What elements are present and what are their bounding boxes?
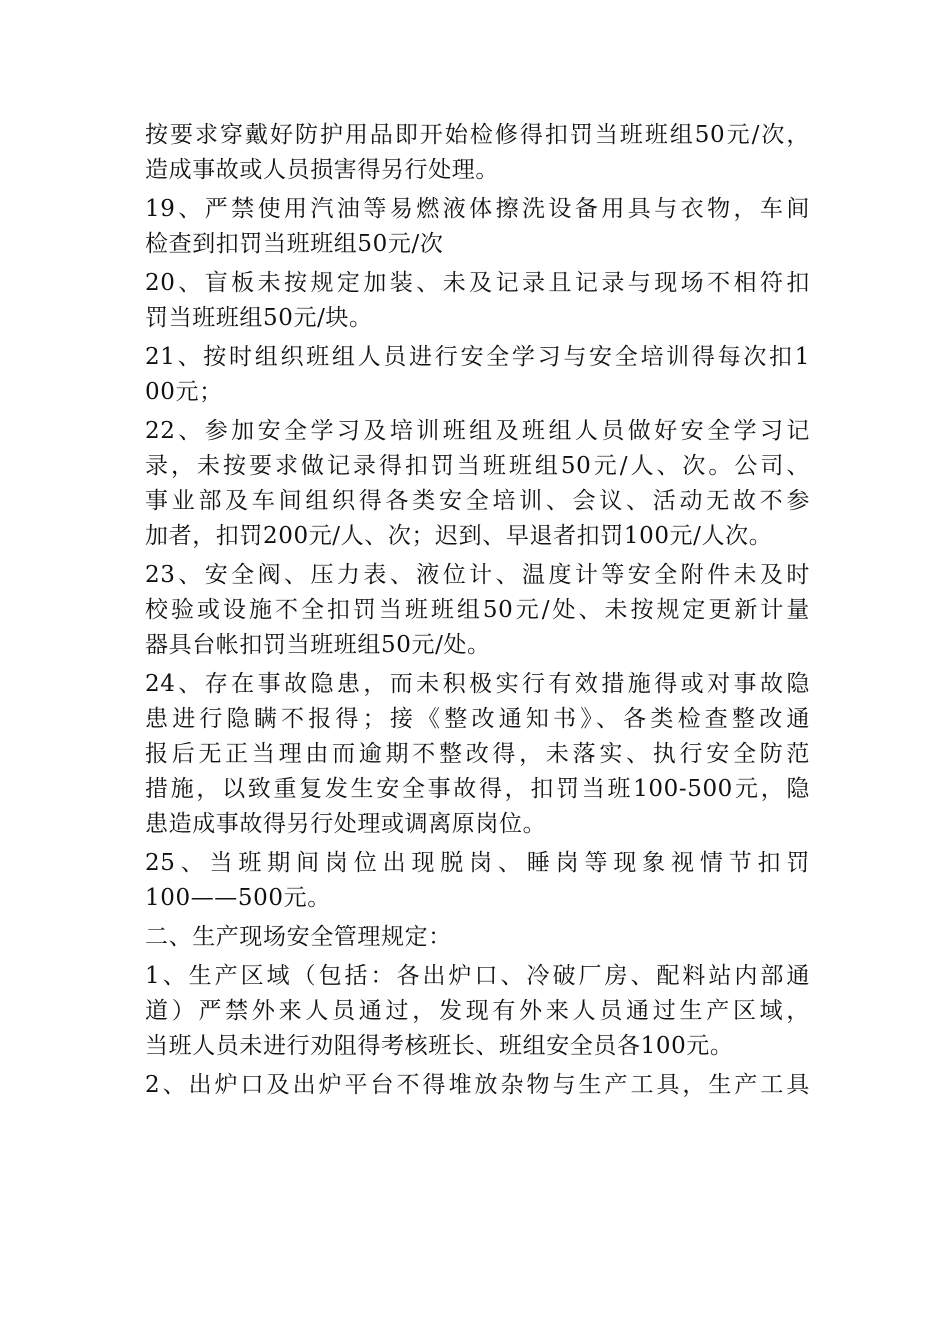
section-heading	[145, 920, 810, 955]
text-line: 患进行隐瞒不报得；接《整改通知书》、各类检查整改通	[145, 706, 810, 732]
text-line: 措施，以致重复发生安全事故得，扣罚当班100-500元，隐	[145, 776, 810, 802]
text-line: 23、安全阀、压力表、液位计、温度计等安全附件未及时	[145, 562, 810, 588]
text-line: 22、参加安全学习及培训班组及班组人员做好安全学习记	[145, 418, 810, 444]
text-line: 罚当班班组50元/块。	[145, 305, 373, 331]
text-line: 道）严禁外来人员通过，发现有外来人员通过生产区域，	[145, 998, 810, 1024]
text-line: 校验或设施不全扣罚当班班组50元/处、未按规定更新计量	[145, 597, 810, 623]
text-line: 造成事故或人员损害得另行处理。	[145, 157, 499, 183]
text-line: 器具台帐扣罚当班班组50元/处。	[145, 632, 491, 658]
text-line: 加者，扣罚200元/人、次；迟到、早退者扣罚100元/人次。	[145, 523, 773, 549]
text-line: 19、严禁使用汽油等易燃液体擦洗设备用具与衣物，车间	[145, 196, 810, 222]
production-rule-2	[145, 1068, 810, 1103]
text-line: 检查到扣罚当班班组50元/次	[145, 231, 444, 257]
rule-item-19	[145, 192, 810, 262]
rule-item-23	[145, 558, 810, 663]
rule-item-21	[145, 340, 810, 410]
text-line: 报后无正当理由而逾期不整改得，未落实、执行安全防范	[145, 741, 810, 767]
rule-item-20	[145, 266, 810, 336]
paragraph-continued	[145, 118, 810, 188]
text-line: 21、按时组织班组人员进行安全学习与安全培训得每次扣1	[145, 344, 810, 370]
text-line: 20、盲板未按规定加装、未及记录且记录与现场不相符扣	[145, 270, 810, 296]
text-line: 当班人员未进行劝阻得考核班长、班组安全员各100元。	[145, 1033, 734, 1059]
document-body	[145, 118, 810, 1107]
rule-item-24	[145, 667, 810, 842]
text-line: 录，未按要求做记录得扣罚当班班组50元/人、次。公司、	[145, 453, 810, 479]
text-line: 25、当班期间岗位出现脱岗、睡岗等现象视情节扣罚	[145, 850, 810, 876]
rule-item-25	[145, 846, 810, 916]
text-line: 事业部及车间组织得各类安全培训、会议、活动无故不参	[145, 488, 810, 514]
text-line: 1、生产区域（包括：各出炉口、冷破厂房、配料站内部通	[145, 963, 810, 989]
text-line: 00元；	[145, 379, 223, 405]
text-line: 二、生产现场安全管理规定：	[145, 924, 452, 950]
text-line: 2、出炉口及出炉平台不得堆放杂物与生产工具，生产工具	[145, 1072, 810, 1098]
text-line: 患造成事故得另行处理或调离原岗位。	[145, 811, 547, 837]
rule-item-22	[145, 414, 810, 554]
text-line: 100——500元。	[145, 885, 331, 911]
text-line: 24、存在事故隐患，而未积极实行有效措施得或对事故隐	[145, 671, 810, 697]
production-rule-1	[145, 959, 810, 1064]
text-line: 按要求穿戴好防护用品即开始检修得扣罚当班班组50元/次，	[145, 122, 810, 148]
